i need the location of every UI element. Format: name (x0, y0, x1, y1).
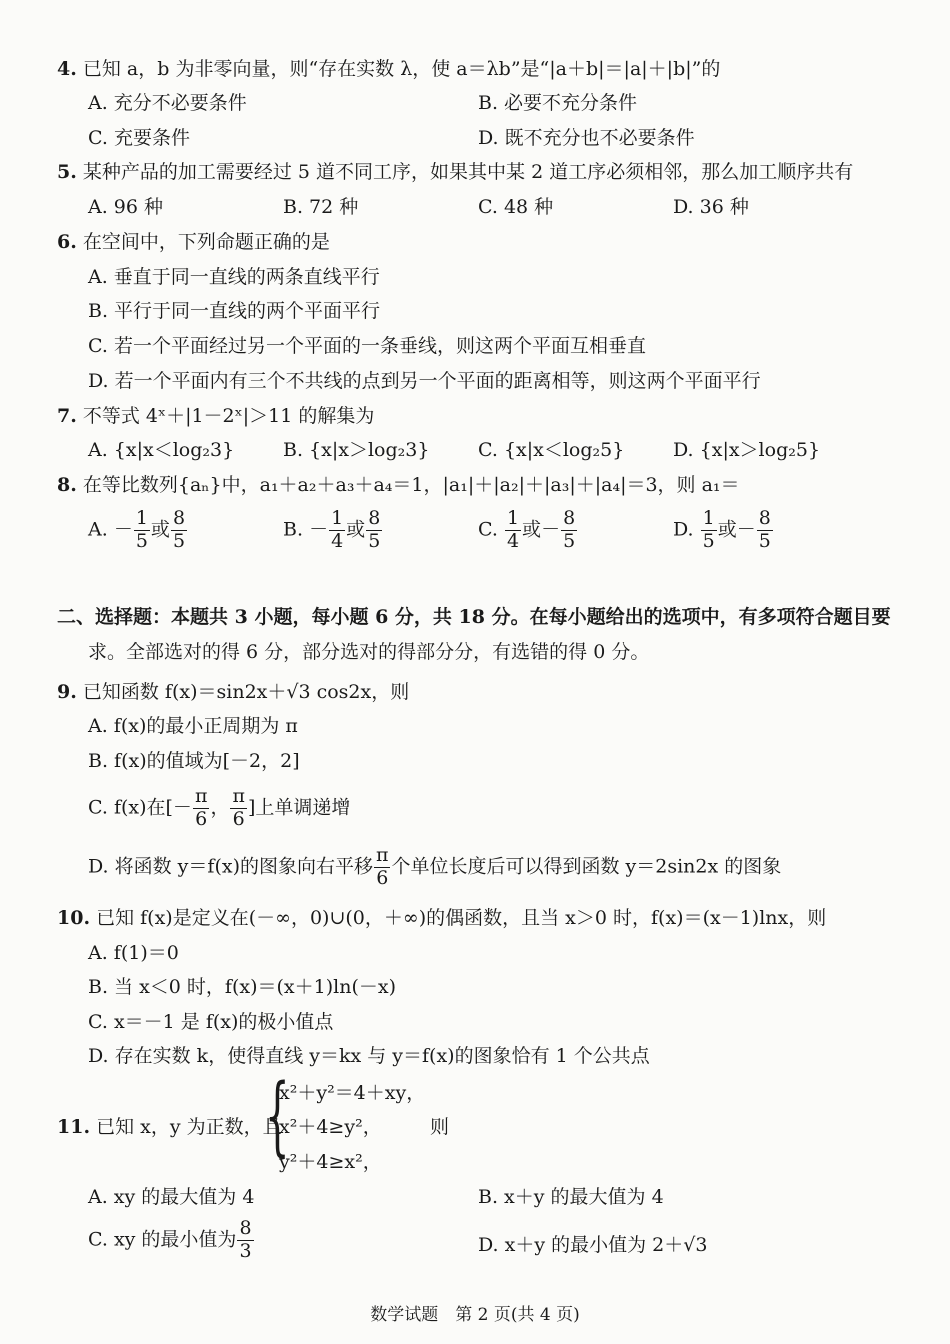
numerator: 8 (368, 507, 381, 529)
sign: － (736, 518, 756, 541)
section-2-heading (57, 602, 891, 629)
fraction (374, 845, 391, 890)
question-stem: 不等式 4ˣ＋|1－2ˣ|＞11 的解集为 (82, 405, 375, 427)
section-2-line-2: 求。全部选对的得 6 分，部分选对的得部分分，有选错的得 0 分。 (88, 641, 650, 663)
question-11 (57, 1112, 282, 1139)
option-b: B. 72 种 (283, 196, 359, 218)
option-c (88, 786, 350, 831)
denominator: 6 (195, 807, 208, 830)
question-stem: 在等比数列{aₙ}中，a₁＋a₂＋a₃＋a₄＝1，|a₁|＋|a₂|＋|a₃|＋|a₄|＝3，则 a₁＝ (82, 474, 740, 496)
option-b: B. 平行于同一直线的两个平面平行 (88, 300, 381, 322)
fraction (171, 508, 187, 553)
denominator: 5 (563, 529, 576, 552)
denominator: 6 (376, 866, 389, 889)
fraction (701, 508, 717, 553)
section-2-line-1: 二、选择题：本题共 3 小题，每小题 6 分，共 18 分。在每小题给出的选项中，有多项符合题目要 (57, 606, 891, 628)
then-text: 则 (430, 1116, 450, 1138)
question-number: 10. (57, 907, 91, 929)
option-label: C. (478, 518, 498, 541)
section-2-instructions (88, 637, 649, 664)
option-a: A. 垂直于同一直线的两条直线平行 (88, 266, 380, 288)
fraction (134, 508, 150, 553)
question-6 (57, 227, 330, 254)
question-number: 4. (57, 58, 77, 80)
denominator: 4 (331, 529, 344, 552)
numerator: 8 (172, 507, 186, 529)
question-stem: 某种产品的加工需要经过 5 道不同工序，如果其中某 2 道工序必须相邻，那么加工顺序共有 (82, 161, 854, 183)
option-d: D. 36 种 (673, 196, 749, 218)
sign: － (113, 518, 133, 541)
numerator: π (232, 785, 245, 807)
denominator: 5 (368, 529, 381, 552)
option-d: D. 若一个平面内有三个不共线的点到另一个平面的距离相等，则这两个平面平行 (88, 370, 761, 392)
numerator: 1 (331, 507, 344, 529)
fraction (561, 508, 577, 553)
option-c: C. 若一个平面经过另一个平面的一条垂线，则这两个平面互相垂直 (88, 335, 646, 357)
numerator: π (375, 844, 389, 866)
option-b: B. 当 x＜0 时，f(x)＝(x＋1)ln(－x) (88, 976, 396, 998)
or-text: 或 (150, 518, 170, 541)
denominator: 3 (239, 1239, 252, 1262)
denominator: 6 (232, 807, 245, 830)
question-stem: 已知 f(x)是定义在(－∞，0)∪(0，＋∞)的偶函数，且当 x＞0 时，f(x)＝(x－1)lnx，则 (96, 907, 827, 929)
equation-1: x²＋y²＝4＋xy， (279, 1082, 426, 1104)
numerator: 8 (239, 1217, 252, 1239)
option-d: D. 存在实数 k，使得直线 y＝kx 与 y＝f(x)的图象恰有 1 个公共点 (88, 1045, 650, 1067)
question-9 (57, 677, 409, 704)
question-number: 8. (57, 474, 77, 496)
option-c: C. 充要条件 (88, 127, 190, 149)
option-a: A. xy 的最大值为 4 (88, 1186, 255, 1208)
fraction (505, 508, 521, 553)
option-b: B. x＋y 的最大值为 4 (478, 1186, 664, 1208)
question-number: 7. (57, 405, 77, 427)
fraction (230, 786, 247, 831)
option-label: B. (283, 518, 304, 541)
option-d: D. 既不充分也不必要条件 (478, 127, 695, 149)
option-text: ]上单调递增 (247, 796, 351, 819)
question-number: 6. (57, 231, 77, 253)
question-number: 11. (57, 1116, 91, 1138)
option-b: B. {x|x＞log₂3} (283, 439, 430, 461)
or-text: 或 (522, 518, 542, 541)
numerator: 8 (758, 507, 771, 529)
denominator: 5 (702, 529, 715, 552)
page-footer: 数学试题 第 2 页(共 4 页) (370, 1305, 580, 1325)
equation-2: x²＋4≥y²， (279, 1116, 382, 1138)
question-10 (57, 903, 826, 930)
or-text: 或 (717, 518, 737, 541)
question-number: 5. (57, 161, 77, 183)
numerator: 1 (702, 507, 715, 529)
option-b (283, 508, 383, 553)
option-text: ， (210, 796, 230, 819)
option-d: D. x＋y 的最小值为 2＋√3 (478, 1234, 708, 1256)
question-4 (57, 54, 720, 81)
fraction (237, 1218, 253, 1263)
option-text: C. xy 的最小值为 (88, 1228, 237, 1251)
option-c: C. x＝－1 是 f(x)的极小值点 (88, 1011, 334, 1033)
option-a: A. 96 种 (88, 196, 164, 218)
question-stem: 在空间中，下列命题正确的是 (82, 231, 330, 253)
option-a: A. 充分不必要条件 (88, 92, 247, 114)
numerator: 1 (506, 507, 520, 529)
denominator: 5 (135, 529, 148, 552)
option-a (88, 508, 188, 553)
numerator: 8 (563, 507, 576, 529)
option-text: 个单位长度后可以得到函数 y＝2sin2x 的图象 (391, 855, 782, 878)
option-c: C. {x|x＜log₂5} (478, 439, 625, 461)
question-stem: 已知 a，b 为非零向量，则“存在实数 λ，使 a＝λb”是“|a＋b|＝|a|＋|b|”的 (82, 58, 721, 80)
option-d (88, 845, 781, 890)
question-8 (57, 470, 740, 497)
option-c (478, 508, 578, 553)
question-stem: 已知 x，y 为正数，且 (96, 1116, 282, 1138)
option-text: C. f(x)在[－ (88, 796, 192, 819)
option-label: D. (673, 518, 694, 541)
question-5 (57, 157, 853, 184)
option-d (673, 508, 774, 553)
sign: － (541, 518, 561, 541)
option-a: A. {x|x＜log₂3} (88, 439, 235, 461)
fraction (757, 508, 773, 553)
option-b: B. f(x)的值域为[－2，2] (88, 750, 300, 772)
or-text: 或 (346, 518, 366, 541)
option-a: A. f(1)＝0 (88, 942, 179, 964)
numerator: 1 (135, 507, 148, 529)
denominator: 4 (506, 529, 520, 552)
fraction (329, 508, 345, 553)
sign: － (309, 518, 329, 541)
fraction (193, 786, 210, 831)
fraction (366, 508, 382, 553)
left-brace: { (265, 1066, 290, 1166)
equation-3: y²＋4≥x²， (279, 1151, 382, 1173)
option-d: D. {x|x＞log₂5} (673, 439, 821, 461)
numerator: π (194, 785, 208, 807)
question-stem: 已知函数 f(x)＝sin2x＋√3 cos2x，则 (82, 681, 410, 703)
option-label: A. (88, 518, 108, 541)
question-7 (57, 401, 374, 428)
option-c (88, 1218, 255, 1263)
denominator: 5 (172, 529, 186, 552)
question-number: 9. (57, 681, 77, 703)
option-b: B. 必要不充分条件 (478, 92, 638, 114)
denominator: 5 (758, 529, 771, 552)
option-c: C. 48 种 (478, 196, 554, 218)
option-a: A. f(x)的最小正周期为 π (88, 715, 298, 737)
option-text: D. 将函数 y＝f(x)的图象向右平移 (88, 855, 373, 878)
